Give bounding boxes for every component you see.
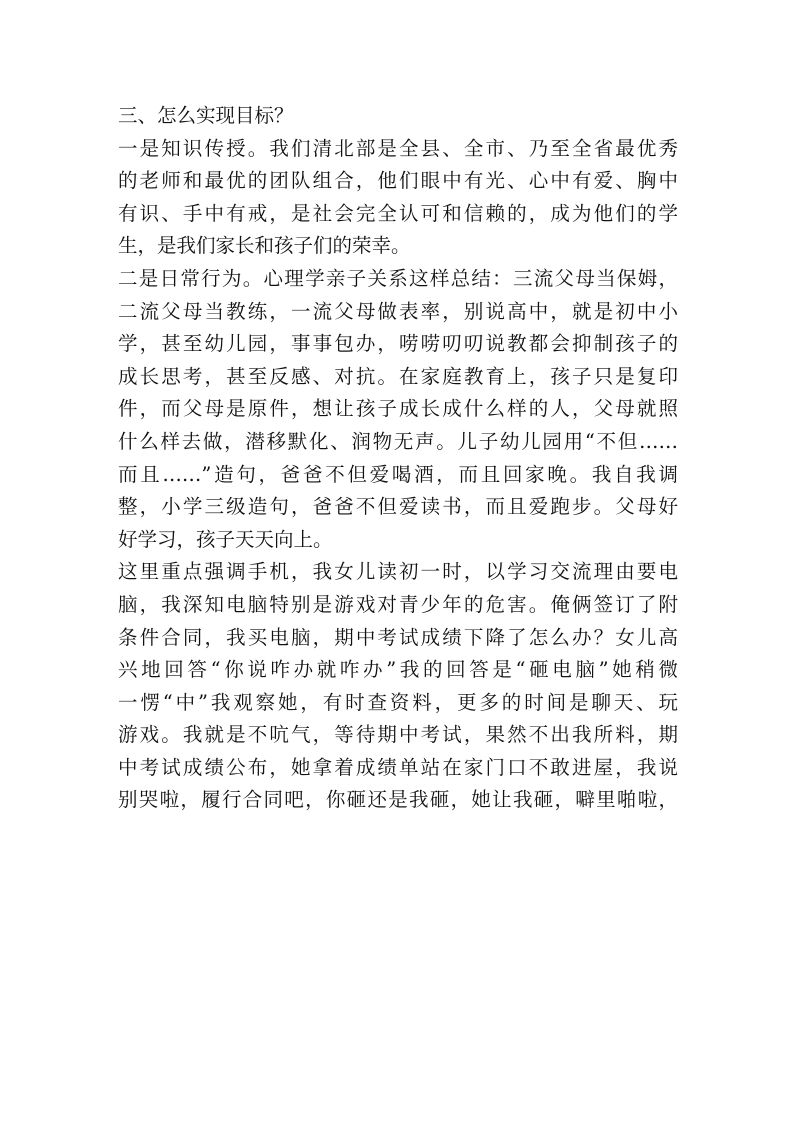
text-line: 条件合同，我买电脑，期中考试成绩下降了怎么办？女儿高: [118, 625, 678, 649]
text-line: 游戏。我就是不吭气，等待期中考试，果然不出我所料，期: [118, 723, 678, 747]
text-line: 整，小学三级造句，爸爸不但爱读书，而且爱跑步。父母好: [118, 495, 678, 519]
text-line: 二是日常行为。心理学亲子关系这样总结：三流父母当保姆，: [118, 266, 678, 290]
section-heading: 三、怎么实现目标？: [118, 104, 294, 127]
text-line: 好学习，孩子天天向上。: [118, 527, 333, 551]
text-line: 脑，我深知电脑特别是游戏对青少年的危害。俺俩签订了附: [118, 592, 678, 616]
text-line: 而且……”造句，爸爸不但爱喝酒，而且回家晚。我自我调: [118, 462, 678, 486]
text-line: 一愣“中”我观察她，有时查资料，更多的时间是聊天、玩: [118, 690, 678, 714]
text-line: 学，甚至幼儿园，事事包办，唠唠叨叨说教都会抑制孩子的: [118, 332, 678, 356]
text-line: 中考试成绩公布，她拿着成绩单站在家门口不敢进屋，我说: [118, 755, 678, 779]
text-line: 一是知识传授。我们清北部是全县、全市、乃至全省最优秀: [118, 136, 678, 160]
text-line: 二流父母当教练，一流父母做表率，别说高中，就是初中小: [118, 299, 678, 323]
text-line: 这里重点强调手机，我女儿读初一时，以学习交流理由要电: [118, 560, 678, 584]
text-line: 件，而父母是原件，想让孩子成长成什么样的人，父母就照: [118, 397, 678, 421]
text-line: 别哭啦，履行合同吧，你砸还是我砸，她让我砸，噼里啪啦，: [118, 788, 678, 812]
text-line: 的老师和最优的团队组合，他们眼中有光、心中有爱、胸中: [118, 169, 678, 193]
text-line: 成长思考，甚至反感、对抗。在家庭教育上，孩子只是复印: [118, 364, 678, 388]
text-line: 兴地回答“你说咋办就咋办”我的回答是“砸电脑”她稍微: [118, 658, 678, 682]
text-line: 生，是我们家长和孩子们的荣幸。: [118, 234, 411, 258]
text-line: 有识、手中有戒，是社会完全认可和信赖的，成为他们的学: [118, 201, 678, 225]
text-line: 什么样去做，潜移默化、润物无声。儿子幼儿园用“不但……: [118, 429, 678, 453]
document-body: [118, 100, 678, 817]
